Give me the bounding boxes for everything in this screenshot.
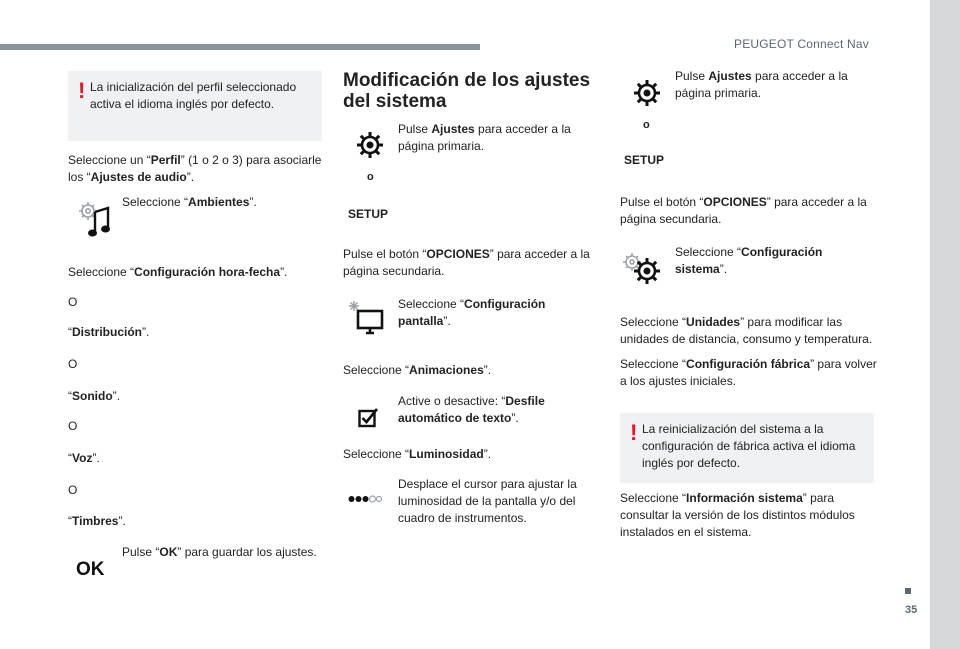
select-config-hora-fecha: Seleccione “Configuración hora-fecha”. xyxy=(68,265,288,279)
note-factory-reset xyxy=(620,413,874,483)
top-divider-bar xyxy=(0,44,480,50)
page-side-strip xyxy=(930,0,960,649)
ok-icon: OK xyxy=(76,559,105,580)
section-title: Modificación de los ajustes del sistema xyxy=(343,70,591,112)
cursor-luminosity-text: Desplace el cursor para ajustar la luminosidad de la pantalla y/o del cuadro de instrumentos. xyxy=(398,477,577,525)
select-config-sistema: Seleccione “Configuración sistema”. xyxy=(675,245,823,276)
select-ambientes: Seleccione “Ambientes”. xyxy=(122,195,257,209)
header-title: PEUGEOT Connect Nav xyxy=(734,37,869,51)
note-text: La inicialización del perfil seleccionado activa el idioma inglés por defecto. xyxy=(90,80,297,111)
press-options-text: Pulse el botón “OPCIONES” para acceder a la página secundaria. xyxy=(343,247,590,278)
note-text: La reinicialización del sistema a la configuración de fábrica activa el idioma inglés por defecto. xyxy=(642,422,856,470)
option-sonido: “Sonido”. xyxy=(68,389,121,403)
option-voz: “Voz”. xyxy=(68,451,100,465)
dual-gear-icon xyxy=(620,248,664,288)
press-settings-text: Pulse Ajustes para acceder a la página primaria. xyxy=(398,122,571,153)
gear-icon xyxy=(632,78,662,108)
select-luminosidad: Seleccione “Luminosidad”. xyxy=(343,447,492,461)
or-text-3: O xyxy=(68,419,78,433)
paragraph-select-profile: Seleccione un “Perfil” (1 o 2 o 3) para asociarle los “Ajustes de audio”. xyxy=(68,153,322,184)
or-small-label: o xyxy=(643,119,650,131)
music-settings-icon xyxy=(78,198,112,238)
toggle-desfile: Active o desactive: “Desfile automático de texto”. xyxy=(398,394,545,425)
select-config-pantalla: Seleccione “Configuración pantalla”. xyxy=(398,297,546,328)
option-distribucion: “Distribución”. xyxy=(68,325,150,339)
or-text-2: O xyxy=(68,357,78,371)
checkbox-icon xyxy=(358,407,380,429)
press-settings-text: Pulse Ajustes para acceder a la página primaria. xyxy=(675,69,848,100)
note-profile-init xyxy=(68,71,322,141)
option-timbres: “Timbres”. xyxy=(68,514,126,528)
select-info-sistema: Seleccione “Información sistema” para consultar la versión de los distintos módulos instalados en el sistema. xyxy=(620,491,855,539)
or-small-label: o xyxy=(367,171,374,183)
warning-icon: ! xyxy=(630,420,638,445)
warning-icon: ! xyxy=(78,78,86,103)
gear-icon xyxy=(355,130,385,160)
press-options-text: Pulse el botón “OPCIONES” para acceder a la página secundaria. xyxy=(620,195,867,226)
display-settings-icon xyxy=(345,298,385,338)
page-number: 35 xyxy=(905,604,918,616)
or-text-1: O xyxy=(68,295,78,309)
select-config-fabrica: Seleccione “Configuración fábrica” para volver a los ajustes iniciales. xyxy=(620,357,877,388)
press-ok-text: Pulse “OK” para guardar los ajustes. xyxy=(122,545,317,559)
select-animaciones: Seleccione “Animaciones”. xyxy=(343,363,492,377)
continue-mark xyxy=(905,588,911,594)
setup-label: SETUP xyxy=(624,153,665,167)
slider-dots-icon xyxy=(348,494,382,504)
or-text-4: O xyxy=(68,483,78,497)
select-unidades: Seleccione “Unidades” para modificar las unidades de distancia, consumo y temperatura. xyxy=(620,315,873,346)
setup-label: SETUP xyxy=(348,207,389,221)
